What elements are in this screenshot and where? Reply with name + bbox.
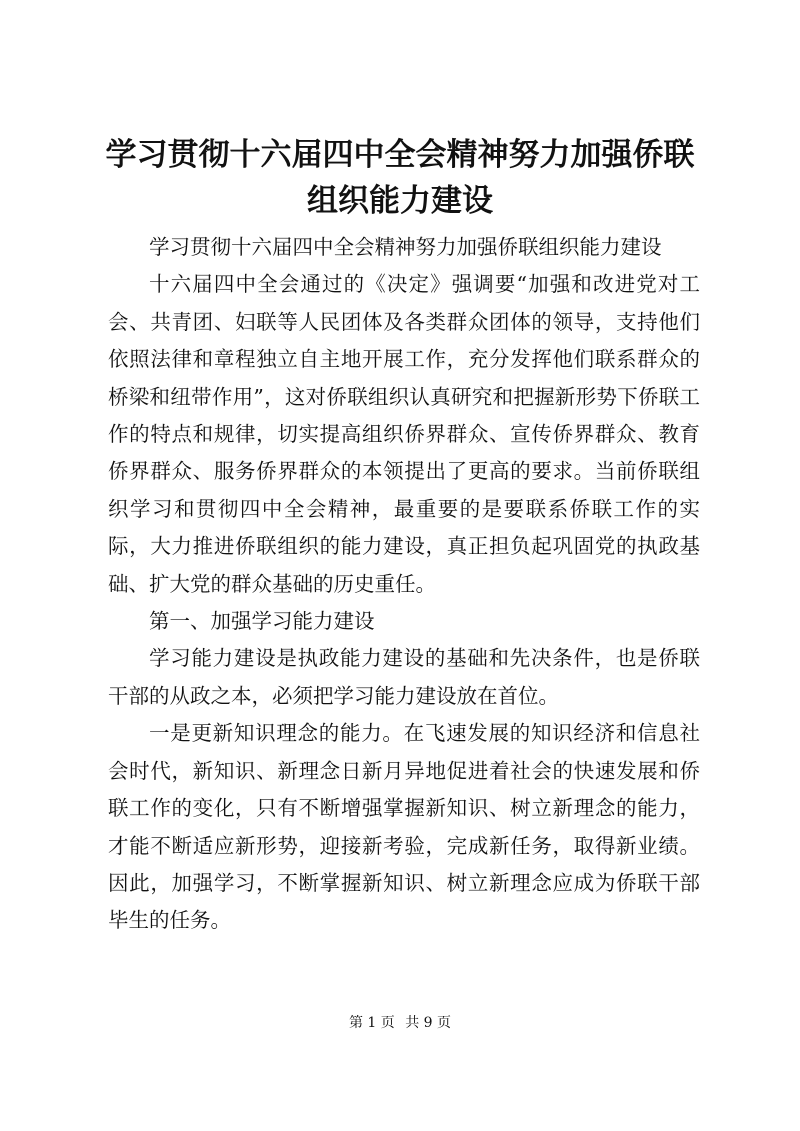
- page-number: 第 1 页: [348, 1015, 395, 1031]
- body-paragraph: 一是更新知识理念的能力。在飞速发展的知识经济和信息社会时代，新知识、新理念日新月异地促进着社会的快速发展和侨联工作的变化，只有不断增强掌握新知识、树立新理念的能力，才能不断适应新形势，迎接新考验，完成新任务，取得新业绩。因此，加强学习，不断掌握新知识、树立新理念应成为侨联干部毕生的任务。: [108, 721, 700, 933]
- document-body: [108, 229, 700, 940]
- body-paragraph: 十六届四中全会通过的《决定》强调要“加强和改进党对工会、共青团、妇联等人民团体及各类群众团体的领导，支持他们依照法律和章程独立自主地开展工作，充分发挥他们联系群众的桥梁和纽带作用”，这对侨联组织认真研究和把握新形势下侨联工作的特点和规律，切实提高组织侨界群众、宣传侨界群众、教育侨界群众、服务侨界群众的本领提出了更高的要求。当前侨联组织学习和贯彻四中全会精神，最重要的是要联系侨联工作的实际，大力推进侨联组织的能力建设，真正担负起巩固党的执政基础、扩大党的群众基础的历史重任。: [108, 272, 700, 596]
- page-footer: [0, 1013, 800, 1033]
- document-title: 学习贯彻十六届四中全会精神努力加强侨联组织能力建设: [105, 137, 695, 219]
- section-heading: 第一、加强学习能力建设: [149, 609, 375, 634]
- body-paragraph: 学习能力建设是执政能力建设的基础和先决条件，也是侨联干部的从政之本，必须把学习能力建设放在首位。: [108, 646, 700, 708]
- subtitle-paragraph: 学习贯彻十六届四中全会精神努力加强侨联组织能力建设: [149, 235, 662, 259]
- page-total: 共 9 页: [405, 1015, 452, 1031]
